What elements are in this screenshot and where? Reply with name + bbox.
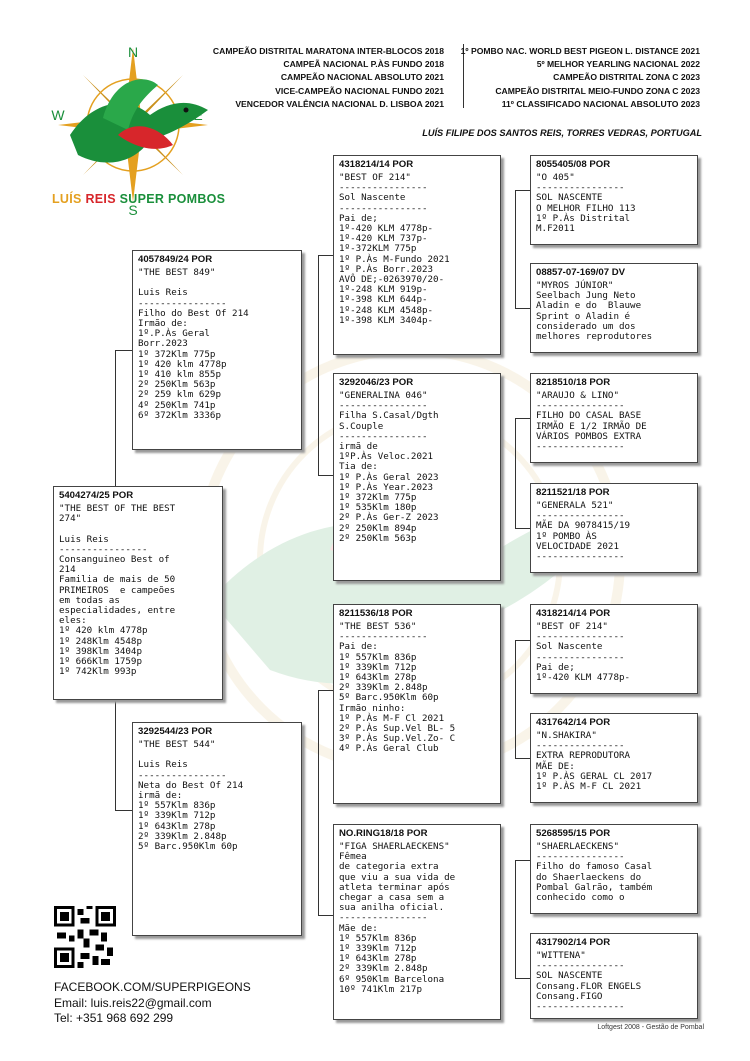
bird-details: "ARAUJO & LINO" ---------------- FILHO DO CASAL BASE IRMÃO E 1/2 IRMÃO DE VÁRIOS POMBOS EXTRA ----------------	[536, 390, 647, 453]
email-link[interactable]: Email: luis.reis22@gmail.com	[54, 995, 212, 1010]
connector	[318, 915, 333, 916]
bird-details: "THE BEST OF THE BEST 274" Luis Reis ---------------- Consanguineo Best of 214 Familia de mais de 50 PRIMEIROS e campeões em todas as especialidades, entre eles: 1º 420 klm 4778p 1º 248Klm 4548p 1º 398Klm 3404p 1º 666Klm 1759p 1º 742Klm 993p	[59, 503, 176, 678]
pedigree-box-ggs-5	[530, 604, 698, 694]
bird-details: "THE BEST 849" Luis Reis ---------------- Filho do Best Of 214 Irmão de: 1º.P.Às Geral Borr.2023 1º 372Klm 775p 1º 420 klm 4778p 1º 410 klm 855p 2º 250Klm 563p 2º 259 klm 629p 4º 250Klm 741p 6º 372Klm 3336p	[138, 267, 249, 421]
connector	[515, 640, 516, 758]
ring-number: 3292544/23 POR	[138, 726, 213, 737]
ring-number: 4318214/14 POR	[536, 608, 611, 619]
connector	[515, 190, 516, 308]
bird-details: "BEST OF 214" ---------------- Sol Nascente ---------------- Pai de; 1º-420 KLM 4778p-	[536, 621, 631, 684]
connector	[318, 255, 333, 256]
compass-n: N	[127, 44, 139, 60]
connector	[318, 255, 319, 475]
connector	[318, 690, 319, 915]
bird-details: "N.SHAKIRA" ---------------- EXTRA REPRODUTORA MÃE DE: 1º P.ÀS GERAL CL 2017 1º P.ÀS M-F CL 2021	[536, 730, 653, 793]
pedigree-box-ggs-8	[530, 933, 698, 1019]
compass-e: E	[193, 107, 203, 123]
titles-right	[461, 45, 700, 111]
ring-number: 5404274/25 POR	[59, 490, 134, 501]
pedigree-box-ggs-7	[530, 824, 698, 914]
footer-credit: Loftgest 2008 - Gestão de Pombal	[597, 1024, 704, 1031]
connector	[515, 640, 530, 641]
compass-w: W	[51, 107, 65, 123]
pedigree-box-dam	[132, 722, 302, 936]
brand-part-1: LUÍS	[52, 192, 86, 206]
ring-number: 8211521/18 POR	[536, 487, 610, 498]
ring-number: NO.RING18/18 POR	[339, 828, 428, 839]
pedigree-box-sire	[132, 250, 302, 450]
qr-code[interactable]	[54, 906, 116, 968]
pedigree-box-ggs-3	[530, 373, 698, 463]
title-line: CAMPEÃO DISTRITAL MEIO-FUNDO ZONA C 2023	[495, 85, 700, 96]
ring-number: 8055405/08 POR	[536, 159, 611, 170]
owner-name: LUÍS FILIPE DOS SANTOS REIS, TORRES VEDRAS, PORTUGAL	[422, 128, 702, 138]
connector	[115, 350, 116, 486]
brand-name	[52, 192, 225, 206]
connector	[318, 475, 333, 476]
connector	[318, 690, 333, 691]
ring-number: 5268595/15 POR	[536, 828, 611, 839]
connector	[515, 758, 530, 759]
phone-number[interactable]: Tel: +351 968 692 299	[54, 1011, 174, 1025]
brand-part-3: SUPER POMBOS	[115, 192, 226, 206]
bird-details: "O 405" ---------------- SOL NASCENTE O MELHOR FILHO 113 1º P.Às Distrital M.F2011	[536, 172, 636, 235]
ring-number: 3292046/23 POR	[339, 377, 414, 388]
connector	[515, 190, 530, 191]
pedigree-box-ggs-4	[530, 483, 698, 573]
ring-number: 08857-07-169/07 DV	[536, 267, 626, 278]
bird-details: "GENERALINA 046" ---------------- Filha S.Casal/Dgth S.Couple ---------------- irmã de 1ºP.Às Veloc.2021 Tia de: 1º P.Às Geral 2023 1º P.Às Year.2023 1º 372Klm 775p 1º 535Klm 180p 2º P.Às Ger-Z 2023 2º 250Klm 894p 2º 250Klm 563p	[339, 390, 439, 544]
bird-details: "SHAERLAECKENS" ---------------- Filho do famoso Casal do Shaerlaeckens do Pombal Galrão, também conhecido como o	[536, 841, 653, 904]
compass-dove-logo	[48, 40, 218, 215]
bird-details: "WITTENA" ---------------- SOL NASCENTE Consang.FLOR ENGELS Consang.FIGO ----------------	[536, 950, 642, 1013]
pedigree-box-gs-sire-sire	[333, 155, 501, 355]
brand-part-2: REIS	[85, 192, 116, 206]
title-line: CAMPEÃO NACIONAL ABSOLUTO 2021	[280, 72, 444, 83]
connector	[515, 528, 530, 529]
title-line: CAMPEÃ NACIONAL P.ÀS FUNDO 2018	[283, 59, 444, 70]
pedigree-box-ggs-1	[530, 155, 698, 245]
ring-number: 4317902/14 POR	[536, 937, 611, 948]
connector	[515, 418, 530, 419]
connector	[115, 810, 132, 811]
connector	[515, 418, 516, 528]
title-line: CAMPEÃO DISTRITAL ZONA C 2023	[553, 72, 700, 83]
bird-details: "GENERALA 521" ---------------- MÃE DA 9078415/19 1º POMBO ÀS VELOCIDADE 2021 ----------------	[536, 500, 631, 563]
title-line: CAMPEÃO DISTRITAL MARATONA INTER-BLOCOS 2018	[212, 46, 444, 56]
title-line: VENCEDOR VALÊNCIA NACIONAL D. LISBOA 2021	[235, 98, 444, 109]
connector	[515, 978, 530, 979]
connector	[515, 860, 516, 978]
contact-info	[54, 980, 251, 1027]
pedigree-box-ggs-2	[530, 263, 698, 353]
connector	[515, 308, 530, 309]
bird-details: "MYROS JÚNIOR" Seelbach Jung Neto Aladin e do Blauwe Sprint o Aladin é considerado um dos melhores reprodutores	[536, 280, 653, 343]
title-line: 11º CLASSIFICADO NACIONAL ABSOLUTO 2023	[501, 98, 700, 109]
ring-number: 4317642/14 POR	[536, 717, 611, 728]
connector	[515, 860, 530, 861]
pedigree-box-subject	[53, 486, 223, 700]
title-line: 1º POMBO NAC. WORLD BEST PIGEON L. DISTANCE 2021	[460, 46, 700, 56]
bird-details: "THE BEST 536" ---------------- Pai de: 1º 557Klm 836p 1º 339Klm 712p 1º 643Klm 278p 2º 339Klm 2.848p 5º Barc.950Klm 60p Irmão ninho: 1º P.Às M-F Cl 2021 2º P.Às Sup.Vel BL- 5 3º P.Às Sup.Vel.Zo- C 4º P.Às Geral Club	[339, 621, 456, 755]
ring-number: 4318214/14 POR	[339, 159, 414, 170]
ring-number: 4057849/24 POR	[138, 254, 213, 265]
connector	[115, 700, 116, 810]
pedigree-box-ggs-6	[530, 713, 698, 803]
connector	[115, 350, 132, 351]
title-line: 5º MELHOR YEARLING NACIONAL 2022	[536, 59, 700, 70]
bird-details: "THE BEST 544" Luis Reis ---------------- Neta do Best Of 214 irmã de: 1º 557Klm 836p 1º 339Klm 712p 1º 643Klm 278p 2º 339Klm 2.848p 5º Barc.950Klm 60p	[138, 739, 244, 853]
title-line: VICE-CAMPEÃO NACIONAL FUNDO 2021	[275, 85, 444, 96]
bird-details: "FIGA SHAERLAECKENS" Fêmea de categoria extra que viu a sua vida de atleta terminar após chegar a casa sem a sua anilha oficial. ---------------- Mãe de: 1º 557Klm 836p 1º 339Klm 712p 1º 643Klm 278p 2º 339Klm 2.848p 6º 950Klm Barcelona 10º 741Klm 217p	[339, 841, 456, 995]
titles-left	[213, 45, 444, 111]
pedigree-box-gs-dam-dam	[333, 824, 501, 1020]
facebook-link[interactable]: FACEBOOK.COM/SUPERPIGEONS	[54, 980, 251, 994]
ring-number: 8218510/18 POR	[536, 377, 611, 388]
bird-details: "BEST OF 214" ---------------- Sol Nascente ---------------- Pai de; 1º-420 KLM 4778p- 1º-420 KLM 737p- 1º-372KLM 775p 1º P.Às M-Fundo 2021 1º P.Às Borr.2023 AVÔ DE;-0263970/20- 1º-248 KLM 919p- 1º-398 KLM 644p- 1º-248 KLM 4548p- 1º-398 KLM 3404p-	[339, 172, 450, 326]
pedigree-box-gs-sire-dam	[333, 373, 501, 581]
compass-s: S	[128, 202, 138, 215]
ring-number: 8211536/18 POR	[339, 608, 413, 619]
pedigree-box-gs-dam-sire	[333, 604, 501, 804]
